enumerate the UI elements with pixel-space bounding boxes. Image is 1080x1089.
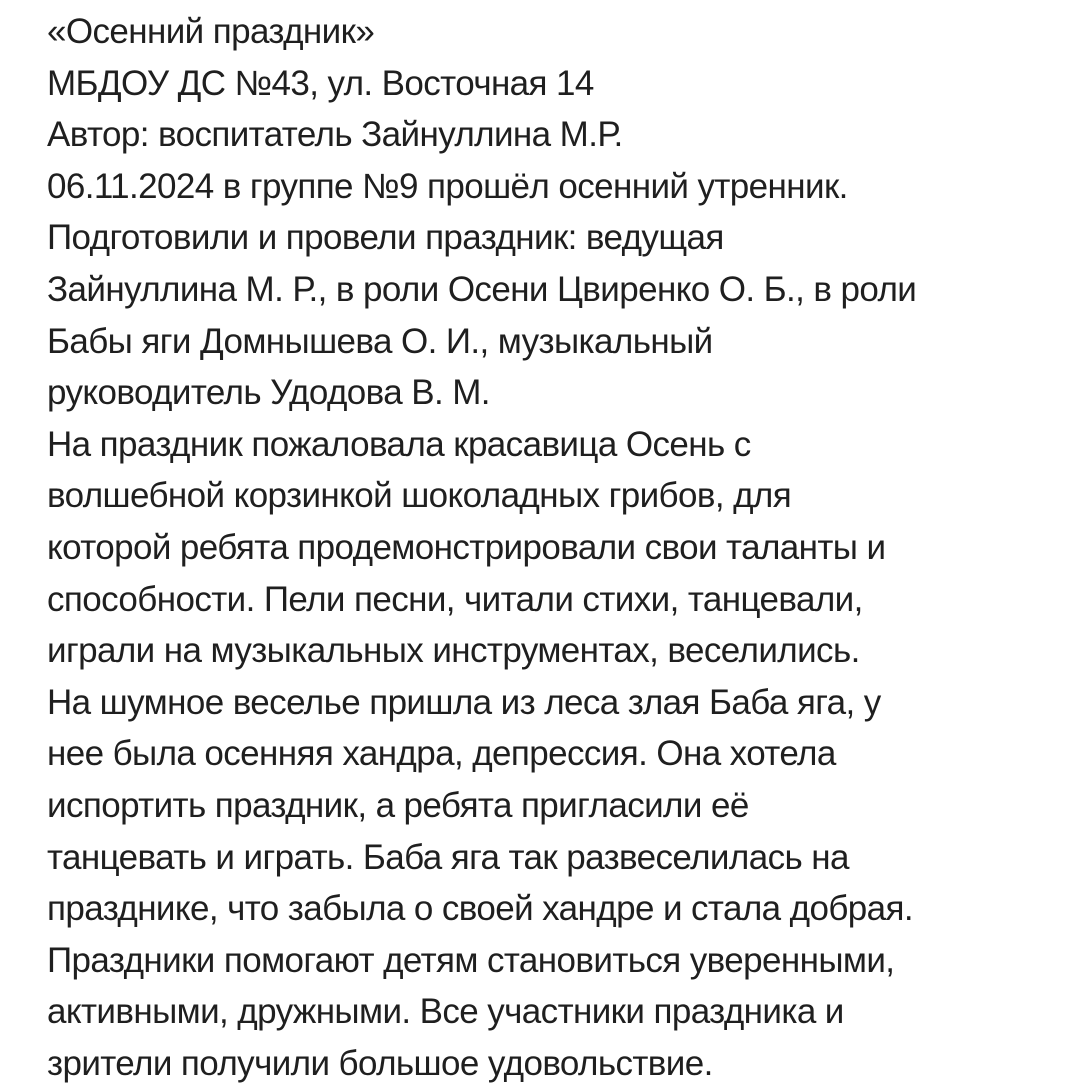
text-line: 06.11.2024 в группе №9 прошёл осенний утренник. [47, 166, 848, 206]
text-line: танцевать и играть. Баба яга так развеселилась на [47, 837, 849, 877]
text-line: волшебной корзинкой шоколадных грибов, для [47, 476, 792, 516]
text-line: Подготовили и провели праздник: ведущая [47, 218, 724, 258]
text-line: На праздник пожаловала красавица Осень с [47, 424, 751, 464]
text-line: празднике, что забыла о своей хандре и стала добрая. [47, 889, 913, 929]
text-line: играли на музыкальных инструментах, веселились. [47, 631, 860, 671]
text-line: На шумное веселье пришла из леса злая Баба яга, у [47, 682, 881, 722]
text-line: руководитель Удодова В. М. [47, 373, 490, 413]
text-line: которой ребята продемонстрировали свои таланты и [47, 527, 886, 567]
text-line: нее была осенняя хандра, депрессия. Она хотела [47, 734, 836, 774]
text-line: Праздники помогают детям становиться уверенными, [47, 940, 895, 980]
text-line: активными, дружными. Все участники праздника и [47, 992, 844, 1032]
text-line: Зайнуллина М. Р., в роли Осени Цвиренко О. Б., в роли [47, 269, 917, 309]
text-line: Бабы яги Домнышева О. И., музыкальный [47, 321, 713, 361]
text-line: зрители получили большое удовольствие. [47, 1043, 713, 1083]
text-line: способности. Пели песни, читали стихи, танцевали, [47, 579, 863, 619]
author-line: Автор: воспитатель Зайнуллина М.Р. [47, 115, 623, 155]
document-title: «Осенний праздник» [47, 12, 375, 51]
text-line: испортить праздник, а ребята пригласили её [47, 785, 749, 825]
document-body [47, 6, 1067, 1089]
institution-address: МБДОУ ДС №43, ул. Восточная 14 [47, 63, 594, 103]
